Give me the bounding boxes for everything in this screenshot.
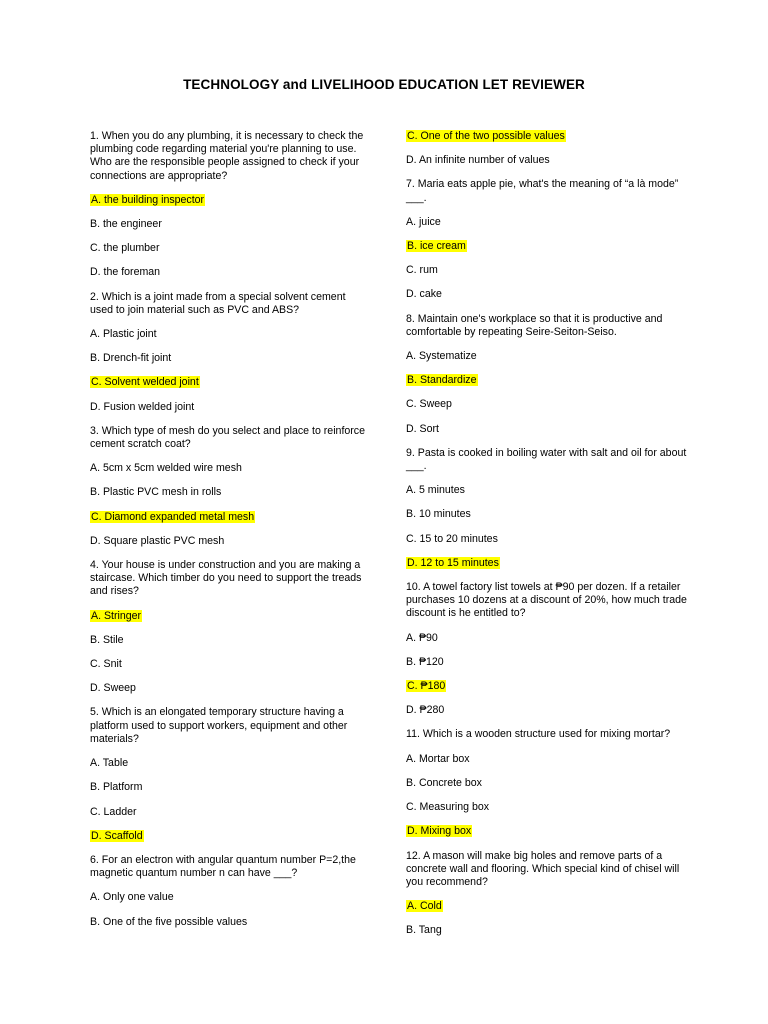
answer-option <box>406 398 688 411</box>
answer-option <box>90 352 370 365</box>
option-label: C. Ladder <box>90 805 137 818</box>
answer-option <box>406 423 688 436</box>
answer-option <box>90 916 370 929</box>
left-column <box>90 130 370 940</box>
question-text <box>90 854 370 880</box>
answer-option <box>90 376 370 389</box>
answer-option <box>406 632 688 645</box>
answer-option <box>90 757 370 770</box>
answer-option <box>406 508 688 521</box>
option-label: B. Concrete box <box>406 776 482 789</box>
option-label: C. rum <box>406 264 438 277</box>
question-label: 4. Your house is under construction and you are making a staircase. Which timber do you need to support the treads and rises? <box>90 559 362 598</box>
option-label: D. ₱280 <box>406 704 445 717</box>
question-label: 5. Which is an elongated temporary structure having a platform used to support workers, equipment and other materials? <box>90 706 348 745</box>
answer-option <box>90 658 370 671</box>
answer-option <box>90 266 370 279</box>
answer-option <box>90 462 370 475</box>
answer-option <box>406 777 688 790</box>
option-label: A. Mortar box <box>406 752 470 765</box>
option-label: B. ₱120 <box>406 655 444 668</box>
answer-option <box>406 240 688 253</box>
answer-option <box>406 801 688 814</box>
answer-option <box>90 891 370 904</box>
answer-option <box>90 634 370 647</box>
option-label: D. An infinite number of values <box>406 154 550 167</box>
answer-option <box>406 130 688 143</box>
answer-option <box>406 374 688 387</box>
answer-option <box>406 704 688 717</box>
question-label: 12. A mason will make big holes and remove parts of a concrete wall and flooring. Which special kind of chisel will you recommend? <box>406 849 680 888</box>
question-text <box>90 291 370 317</box>
answer-option <box>90 194 370 207</box>
highlighted-answer: A. the building inspector <box>91 193 205 206</box>
option-label: A. Table <box>90 757 129 770</box>
option-label: D. Fusion welded joint <box>90 400 195 413</box>
question-label: 8. Maintain one's workplace so that it is productive and comfortable by repeating Seire-Seiton-Seiso. <box>406 312 663 338</box>
answer-option <box>90 781 370 794</box>
answer-option <box>90 328 370 341</box>
option-label: D. cake <box>406 288 442 301</box>
option-label: B. the engineer <box>90 218 162 231</box>
question-text <box>406 313 688 339</box>
highlighted-answer: A. Stringer <box>91 609 142 622</box>
option-label: A. Systematize <box>406 350 477 363</box>
highlighted-answer: C. Diamond expanded metal mesh <box>91 510 255 523</box>
answer-option <box>90 535 370 548</box>
answer-option <box>406 753 688 766</box>
answer-option <box>406 900 688 913</box>
answer-option <box>90 610 370 623</box>
answer-option <box>90 242 370 255</box>
option-label: B. Plastic PVC mesh in rolls <box>90 486 222 499</box>
option-label: D. the foreman <box>90 266 161 279</box>
option-label: B. Tang <box>406 924 442 937</box>
highlighted-answer: D. Mixing box <box>407 825 472 838</box>
question-text <box>406 728 688 741</box>
option-label: A. 5cm x 5cm welded wire mesh <box>90 462 242 475</box>
answer-option <box>406 825 688 838</box>
answer-option <box>406 216 688 229</box>
question-label: 11. Which is a wooden structure used for mixing mortar? <box>406 728 671 741</box>
highlighted-answer: C. One of the two possible values <box>407 130 565 142</box>
question-text <box>406 447 688 473</box>
highlighted-answer: C. ₱180 <box>407 680 446 693</box>
option-label: A. juice <box>406 215 441 228</box>
answer-option <box>90 830 370 843</box>
option-label: A. 5 minutes <box>406 484 465 497</box>
answer-option <box>90 806 370 819</box>
question-label: 3. Which type of mesh do you select and place to reinforce cement scratch coat? <box>90 424 365 451</box>
answer-option <box>406 154 688 167</box>
option-label: C. 15 to 20 minutes <box>406 532 498 545</box>
option-label: C. Measuring box <box>406 801 490 814</box>
answer-option <box>90 682 370 695</box>
option-label: B. 10 minutes <box>406 508 471 521</box>
option-label: B. One of the five possible values <box>90 915 248 928</box>
answer-option <box>406 656 688 669</box>
option-label: B. Stile <box>90 633 124 646</box>
question-label: 2. Which is a joint made from a special solvent cement used to join material such as PVC and ABS? <box>90 290 346 316</box>
answer-option <box>90 486 370 499</box>
option-label: D. Sweep <box>90 682 136 695</box>
option-label: C. Snit <box>90 658 122 671</box>
highlighted-answer: D. Scaffold <box>91 829 143 842</box>
answer-option <box>406 557 688 570</box>
right-column <box>406 130 688 949</box>
option-label: B. Platform <box>90 781 143 794</box>
highlighted-answer: C. Solvent welded joint <box>91 376 199 389</box>
question-label: 6. For an electron with angular quantum number P=2,the magnetic quantum number n can have ___? <box>90 853 356 880</box>
answer-option <box>406 288 688 301</box>
page-title: TECHNOLOGY and LIVELIHOOD EDUCATION LET REVIEWER <box>183 77 585 92</box>
question-text <box>406 581 688 621</box>
answer-option <box>406 533 688 546</box>
option-label: C. the plumber <box>90 242 160 255</box>
question-text <box>90 425 370 451</box>
option-label: A. Only one value <box>90 891 174 904</box>
highlighted-answer: D. 12 to 15 minutes <box>407 556 499 569</box>
option-label: B. Drench-fit joint <box>90 352 172 365</box>
option-label: A. ₱90 <box>406 631 438 644</box>
question-text <box>90 130 370 183</box>
question-label: 10. A towel factory list towels at ₱90 per dozen. If a retailer purchases 10 dozens at a discount of 20%, how much trade discount is he entitled to? <box>406 581 687 620</box>
question-text <box>406 178 688 204</box>
highlighted-answer: B. ice cream <box>407 240 466 253</box>
answer-option <box>406 350 688 363</box>
answer-option <box>90 401 370 414</box>
answer-option <box>406 484 688 497</box>
answer-option <box>406 680 688 693</box>
question-text <box>90 706 370 746</box>
answer-option <box>406 264 688 277</box>
question-text <box>406 850 688 890</box>
answer-option <box>406 924 688 937</box>
highlighted-answer: B. Standardize <box>407 374 477 387</box>
question-label: 9. Pasta is cooked in boiling water with salt and oil for about ___. <box>406 446 687 473</box>
option-label: C. Sweep <box>406 398 452 411</box>
answer-option <box>90 511 370 524</box>
option-label: D. Square plastic PVC mesh <box>90 534 225 547</box>
option-label: D. Sort <box>406 422 439 435</box>
option-label: A. Plastic joint <box>90 328 157 341</box>
question-label: 7. Maria eats apple pie, what's the meaning of “a là mode” ___. <box>406 178 679 204</box>
highlighted-answer: A. Cold <box>407 900 442 913</box>
question-text <box>90 559 370 599</box>
answer-option <box>90 218 370 231</box>
question-label: 1. When you do any plumbing, it is necessary to check the plumbing code regarding material you're planning to use. Who are the responsible people assigned to check if your connections are appropriate? <box>90 130 364 182</box>
